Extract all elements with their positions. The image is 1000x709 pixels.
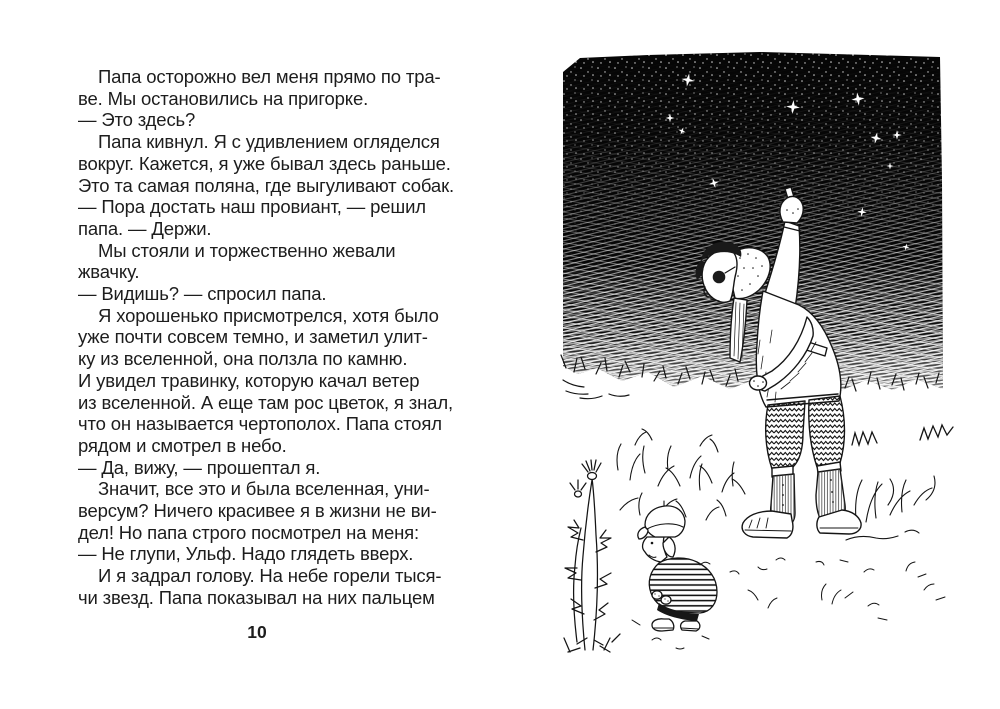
child-figure [638,501,717,631]
thistle-plant [564,460,620,652]
story-text [78,66,478,609]
text-line: чи звезд. Папа показывал на них пальцем [78,586,435,608]
text-line: И увидел травинку, которую качал ветер [78,369,420,391]
page-number: 10 [247,622,267,642]
text-line: Это та самая поляна, где выгуливают собак. [78,174,455,196]
text-line: жвачку. [78,261,140,283]
text-line: ку из вселенной, она ползла по камню. [78,348,408,370]
text-line: дел! Но папа строго посмотрел на меня: [78,521,420,543]
text-line: — Это здесь? [78,109,196,131]
text-line: — Пора достать наш провиант, — решил [78,196,426,218]
text-line: что он называется чертополох. Папа стоял [78,413,442,435]
story-illustration [552,46,982,671]
text-line: версум? Ничего красивее я в жизни не ви- [78,500,437,522]
text-line: уже почти совсем темно, и заметил улит- [78,326,428,348]
text-line: вокруг. Кажется, я уже бывал здесь раньше. [78,152,451,174]
text-line: Папа осторожно вел меня прямо по тра- [98,66,441,87]
text-line: Мы стояли и торжественно жевали [98,239,396,261]
text-line: Значит, все это и была вселенная, уни- [98,478,430,500]
text-line: ве. Мы остановились на пригорке. [78,87,369,109]
text-line: Я хорошенько присмотрелся, хотя было [98,304,439,326]
text-line: из вселенной. А еще там рос цветок, я знал, [78,391,453,413]
text-line: Папа кивнул. Я с удивлением огляделся [98,131,440,153]
text-line: — Да, вижу, — прошептал я. [78,456,321,478]
text-line: — Не глупи, Ульф. Надо глядеть вверх. [78,543,414,565]
text-line: — Видишь? — спросил папа. [78,283,327,305]
text-line: рядом и смотрел в небо. [78,434,287,456]
text-line: И я задрал голову. На небе горели тыся- [98,565,442,587]
text-line: папа. — Держи. [78,217,212,239]
